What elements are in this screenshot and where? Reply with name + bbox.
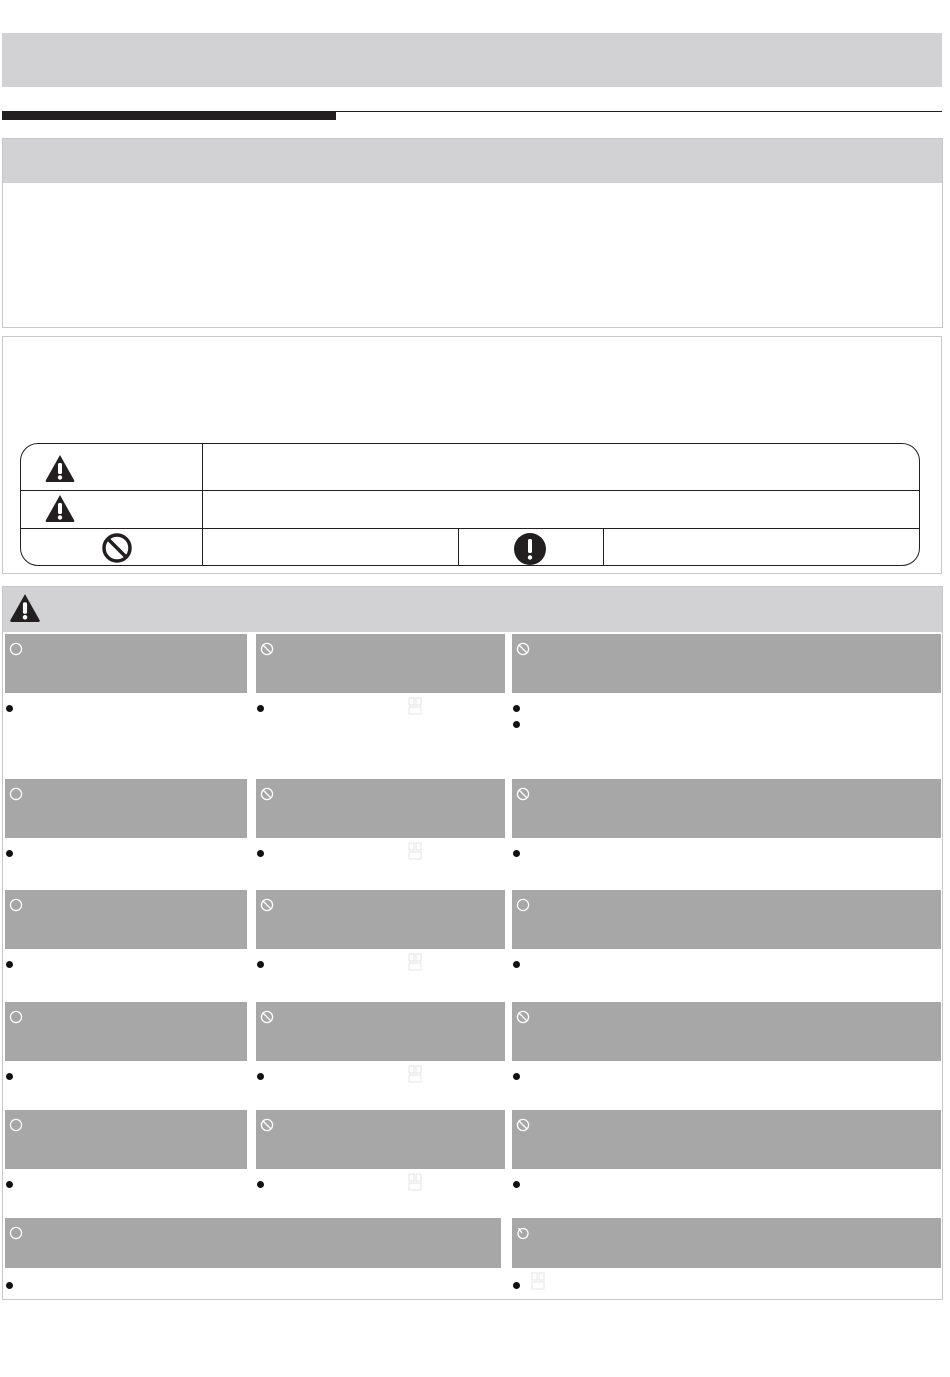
bullet-dot-icon	[513, 721, 520, 728]
bullet-dot-icon	[257, 705, 264, 712]
bullet-dot-icon	[513, 850, 520, 857]
warning-card-header	[5, 779, 247, 838]
mandatory-exclamation-icon	[513, 532, 547, 566]
warning-card-header	[5, 1002, 247, 1061]
page-title-bar	[2, 33, 942, 87]
bullet-dot-icon	[6, 1073, 13, 1080]
intro-section-header	[3, 139, 942, 183]
mandatory-circle-icon	[516, 898, 530, 912]
bullet-dot-icon	[6, 1181, 13, 1188]
mandatory-circle-icon	[9, 1226, 23, 1240]
bullet-dot-icon	[6, 961, 13, 968]
warning-card-header	[256, 634, 505, 693]
bullet-dot-icon	[257, 1073, 264, 1080]
bullet-dot-icon	[257, 961, 264, 968]
faint-mark-icon	[531, 1272, 545, 1290]
legend-divider	[458, 528, 459, 566]
do-not-disassemble-icon	[516, 1226, 530, 1240]
bullet-dot-icon	[513, 1282, 520, 1289]
warning-card-header	[512, 634, 941, 693]
bullet-dot-icon	[513, 961, 520, 968]
faint-mark-icon	[408, 842, 422, 860]
legend-divider	[603, 528, 604, 566]
prohibited-icon	[516, 1010, 530, 1024]
mandatory-circle-icon	[9, 787, 23, 801]
warning-card-header	[5, 890, 247, 949]
prohibited-icon	[260, 1010, 274, 1024]
warning-card-header	[512, 1002, 941, 1061]
bullet-dot-icon	[513, 1073, 520, 1080]
title-rule-thin	[336, 111, 942, 112]
mandatory-circle-icon	[9, 898, 23, 912]
warning-card-header	[512, 890, 941, 949]
bullet-dot-icon	[6, 850, 13, 857]
prohibited-icon	[260, 1118, 274, 1132]
warning-card-header	[5, 634, 247, 693]
prohibited-icon	[516, 642, 530, 656]
warning-card-header	[512, 1218, 941, 1268]
prohibited-icon	[260, 787, 274, 801]
warning-triangle-icon	[8, 592, 42, 623]
warning-card-header	[5, 1218, 501, 1268]
faint-mark-icon	[408, 1173, 422, 1191]
warning-triangle-icon	[44, 453, 76, 483]
bullet-dot-icon	[6, 705, 13, 712]
bullet-dot-icon	[257, 850, 264, 857]
bullet-dot-icon	[257, 1181, 264, 1188]
warning-card-header	[5, 1110, 247, 1169]
warnings-section-header	[3, 587, 942, 632]
warning-triangle-icon	[44, 493, 76, 523]
faint-mark-icon	[408, 697, 422, 715]
mandatory-circle-icon	[9, 642, 23, 656]
safety-symbol-legend	[20, 443, 920, 566]
warning-card-header	[256, 1002, 505, 1061]
warning-card-header	[512, 1110, 941, 1169]
title-rule-thick	[2, 111, 336, 120]
warning-card-header	[256, 1110, 505, 1169]
prohibited-icon	[260, 642, 274, 656]
legend-divider	[21, 528, 919, 529]
faint-mark-icon	[408, 953, 422, 971]
legend-divider	[202, 444, 203, 566]
warning-card-header	[256, 779, 505, 838]
bullet-dot-icon	[513, 705, 520, 712]
prohibited-icon	[516, 1118, 530, 1132]
mandatory-circle-icon	[9, 1010, 23, 1024]
prohibited-icon	[516, 787, 530, 801]
prohibited-icon	[101, 532, 133, 564]
prohibited-icon	[260, 898, 274, 912]
bullet-dot-icon	[513, 1181, 520, 1188]
bullet-dot-icon	[6, 1282, 13, 1289]
faint-mark-icon	[408, 1065, 422, 1083]
mandatory-circle-icon	[9, 1118, 23, 1132]
legend-divider	[21, 490, 919, 491]
intro-section	[2, 138, 943, 328]
warning-card-header	[512, 779, 941, 838]
warning-card-header	[256, 890, 505, 949]
